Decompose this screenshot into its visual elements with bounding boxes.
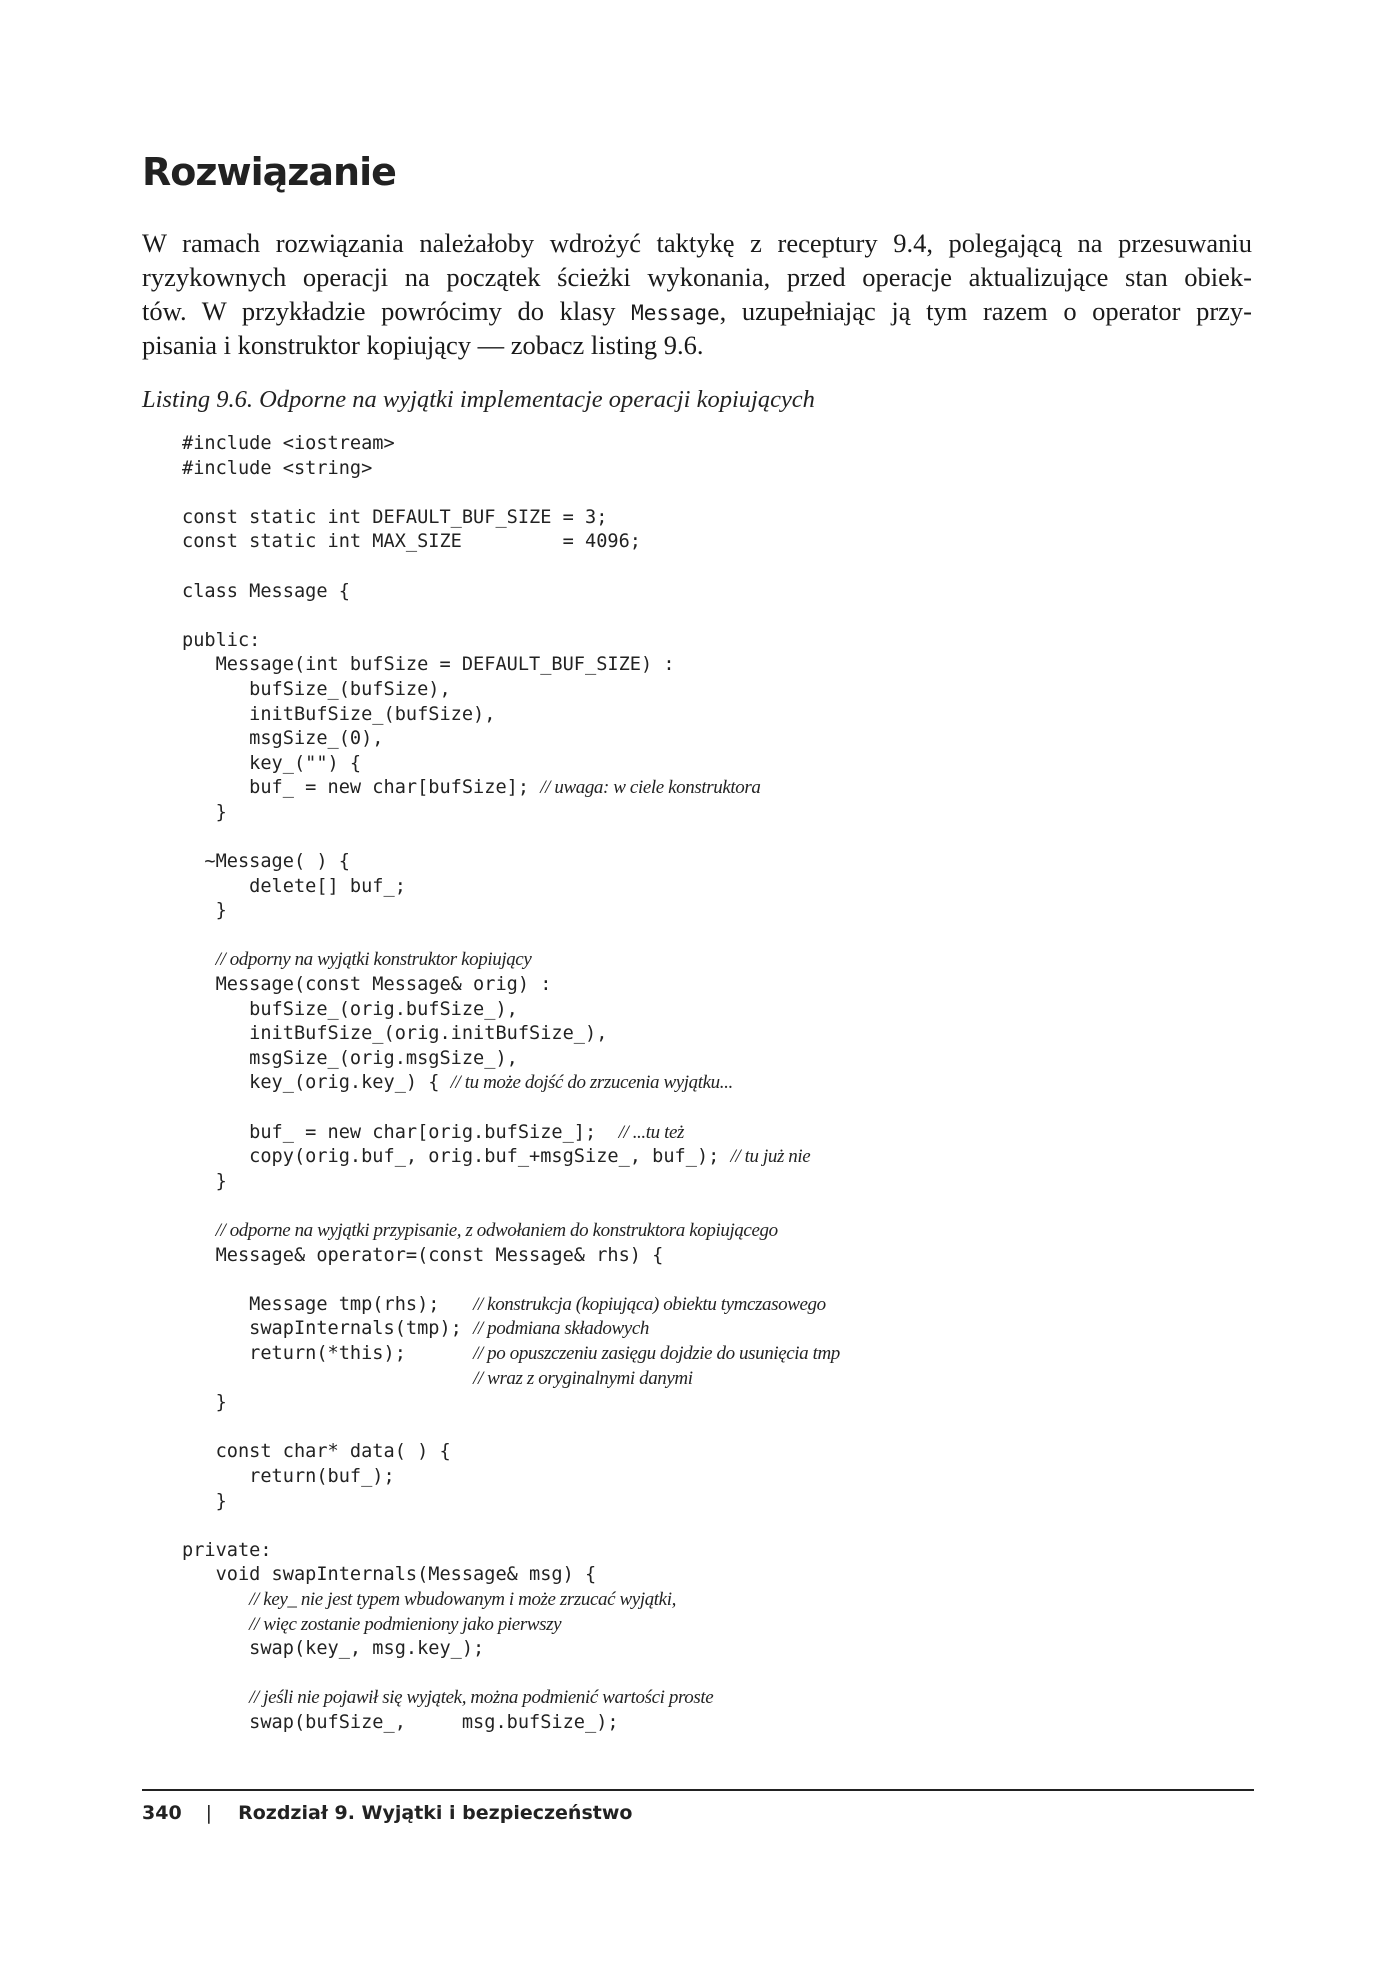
code-text: buf_ = new char[bufSize];: [182, 777, 541, 799]
code-line: [182, 1047, 840, 1072]
code-line: [182, 1268, 840, 1293]
code-text: }: [182, 900, 227, 922]
code-text: copy(orig.buf_, orig.buf_+msgSize_, buf_);: [182, 1146, 731, 1168]
code-line: [182, 1219, 840, 1244]
code-text: public:: [182, 629, 261, 651]
code-comment: // tu może dojść do zrzucenia wyjątku...: [450, 1072, 733, 1094]
code-text: Message(int bufSize = DEFAULT_BUF_SIZE) :: [182, 654, 675, 676]
code-line: [182, 1367, 840, 1392]
code-text: const static int MAX_SIZE = 4096;: [182, 531, 641, 553]
code-line: [182, 604, 840, 629]
code-text: #include <iostream>: [182, 433, 395, 454]
code-line: [182, 1194, 840, 1219]
code-text: Message tmp(rhs);: [182, 1293, 474, 1315]
code-text: }: [182, 1392, 227, 1414]
code-line: [182, 1711, 840, 1736]
code-listing: [182, 432, 840, 1735]
code-comment: // odporne na wyjątki przypisanie, z odwołaniem do konstruktora kopiującego: [215, 1220, 778, 1241]
code-text: ~Message( ) {: [182, 851, 350, 873]
intro-text: tów. W przykładzie powrócimy do klasy: [142, 296, 632, 326]
code-line: [182, 432, 840, 457]
code-line: [182, 1637, 840, 1662]
code-text: bufSize_(bufSize),: [182, 678, 451, 700]
code-text: Message(const Message& orig) :: [182, 974, 552, 996]
code-comment: // podmiana składowych: [473, 1318, 649, 1340]
code-text: bufSize_(orig.bufSize_),: [182, 998, 518, 1020]
code-line: [182, 1686, 840, 1711]
code-text: swap(bufSize_, msg.bufSize_);: [182, 1711, 619, 1733]
code-comment: // tu już nie: [730, 1146, 811, 1168]
page-footer: [142, 1802, 632, 1824]
code-line: [182, 752, 840, 777]
code-text: return(*this);: [182, 1342, 474, 1364]
code-comment: // key_ nie jest typem wbudowanym i może zrzucać wyjątki,: [249, 1588, 676, 1610]
code-line: [182, 1342, 840, 1367]
code-text: swapInternals(tmp);: [182, 1318, 474, 1340]
code-text: delete[] buf_;: [182, 875, 406, 897]
code-line: [182, 826, 840, 851]
code-text: const char* data( ) {: [182, 1441, 451, 1463]
code-line: [182, 1071, 840, 1096]
code-line: [182, 1293, 840, 1318]
code-text: [182, 1614, 249, 1635]
code-line: [182, 924, 840, 949]
code-text: Message& operator=(const Message& rhs) {: [182, 1244, 664, 1266]
code-line: [182, 973, 840, 998]
code-text: initBufSize_(bufSize),: [182, 703, 496, 725]
code-line: [182, 899, 840, 924]
intro-line: [142, 294, 1252, 328]
code-text: [182, 1220, 216, 1241]
code-line: [182, 776, 840, 801]
code-line: [182, 506, 840, 531]
code-line: [182, 850, 840, 875]
code-text: msgSize_(0),: [182, 728, 384, 750]
code-comment: // jeśli nie pojawił się wyjątek, można podmienić wartości proste: [249, 1687, 714, 1709]
code-comment: // odporny na wyjątki konstruktor kopiujący: [215, 949, 532, 971]
code-text: }: [182, 1170, 227, 1192]
code-text: [182, 1589, 249, 1610]
code-line: [182, 1170, 840, 1195]
code-line: [182, 530, 840, 555]
page-number: 340: [142, 1802, 182, 1824]
code-text: const static int DEFAULT_BUF_SIZE = 3;: [182, 506, 608, 528]
footer-separator: |: [205, 1802, 213, 1824]
code-line: [182, 948, 840, 973]
code-text: [182, 949, 216, 970]
code-comment: // konstrukcja (kopiująca) obiektu tymczasowego: [473, 1293, 826, 1315]
code-line: [182, 1022, 840, 1047]
code-line: [182, 1391, 840, 1416]
code-text: return(buf_);: [182, 1465, 395, 1487]
code-line: [182, 801, 840, 826]
code-text: initBufSize_(orig.initBufSize_),: [182, 1023, 608, 1045]
inline-code: Message: [631, 301, 720, 325]
intro-line: pisania i konstruktor kopiujący — zobacz listing 9.6.: [142, 330, 704, 360]
code-line: [182, 653, 840, 678]
code-line: [182, 1588, 840, 1613]
code-line: [182, 727, 840, 752]
code-line: [182, 1416, 840, 1441]
intro-line: W ramach rozwiązania należałoby wdrożyć taktykę z receptury 9.4, polegającą na przesuwaniu: [142, 228, 1252, 258]
footer-divider: [142, 1789, 1254, 1791]
section-heading: Rozwiązanie: [142, 150, 396, 194]
intro-text: , uzupełniając ją tym razem o operator przy-: [719, 296, 1252, 326]
code-text: }: [182, 801, 227, 823]
code-text: class Message {: [182, 580, 350, 602]
code-line: [182, 875, 840, 900]
code-text: #include <string>: [182, 457, 373, 479]
code-comment: // wraz z oryginalnymi danymi: [473, 1367, 693, 1389]
code-line: [182, 1244, 840, 1269]
code-text: msgSize_(orig.msgSize_),: [182, 1047, 518, 1069]
intro-paragraph: [142, 226, 1252, 362]
code-line: [182, 457, 840, 482]
code-line: [182, 555, 840, 580]
code-line: [182, 1514, 840, 1539]
code-line: [182, 1662, 840, 1687]
code-line: [182, 678, 840, 703]
code-line: [182, 1317, 840, 1342]
code-text: key_("") {: [182, 752, 362, 774]
chapter-title: Rozdział 9. Wyjątki i bezpieczeństwo: [238, 1802, 633, 1824]
code-line: [182, 481, 840, 506]
code-line: [182, 1563, 840, 1588]
code-comment: // po opuszczeniu zasięgu dojdzie do usunięcia tmp: [473, 1342, 840, 1364]
code-line: [182, 1490, 840, 1515]
code-line: [182, 998, 840, 1023]
code-text: buf_ = new char[orig.bufSize_];: [182, 1121, 619, 1143]
code-line: [182, 1613, 840, 1638]
code-comment: // więc zostanie podmieniony jako pierwszy: [249, 1613, 562, 1635]
intro-line: ryzykownych operacji na początek ścieżki wykonania, przed operacje aktualizujące stan obiek-: [142, 262, 1252, 292]
code-text: private:: [182, 1539, 272, 1561]
code-text: }: [182, 1490, 227, 1512]
code-line: [182, 1096, 840, 1121]
code-line: [182, 1121, 840, 1146]
code-comment: // uwaga: w ciele konstruktora: [540, 777, 761, 799]
code-text: [182, 1687, 249, 1708]
code-text: key_(orig.key_) {: [182, 1072, 451, 1094]
code-line: [182, 703, 840, 728]
code-line: [182, 1465, 840, 1490]
code-line: [182, 1440, 840, 1465]
code-line: [182, 629, 840, 654]
code-text: swap(key_, msg.key_);: [182, 1638, 485, 1660]
code-text: void swapInternals(Message& msg) {: [182, 1564, 597, 1586]
code-comment: // ...tu też: [618, 1121, 684, 1143]
code-line: [182, 1145, 840, 1170]
code-line: [182, 1539, 840, 1564]
listing-caption: Listing 9.6. Odporne na wyjątki implementacje operacji kopiujących: [142, 386, 815, 413]
code-text: [182, 1368, 473, 1389]
code-line: [182, 580, 840, 605]
